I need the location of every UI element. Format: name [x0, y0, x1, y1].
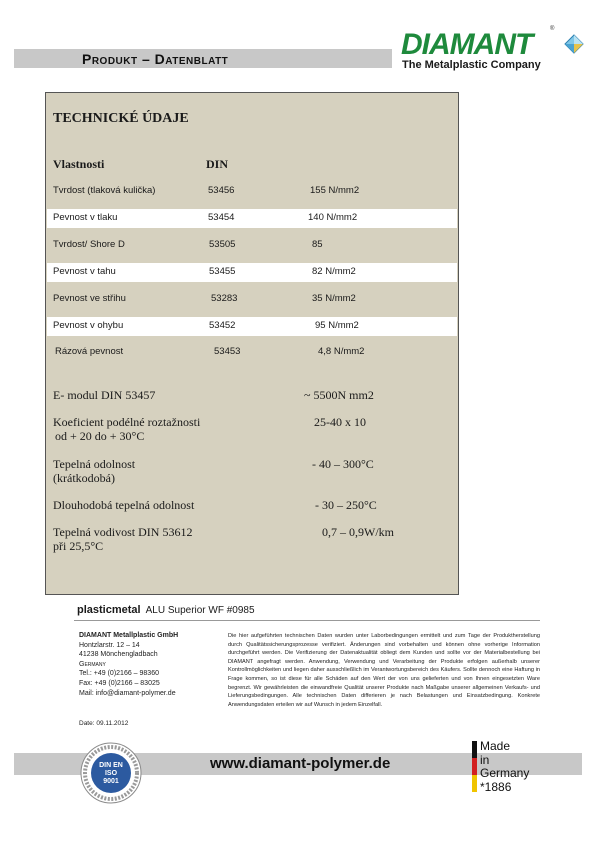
property-name: Pevnost v tlaku: [53, 212, 118, 223]
address-fax: Fax: +49 (0)2166 – 83025: [79, 679, 160, 687]
seal-text-iso: ISO: [104, 770, 118, 777]
property-value: 140 N/mm2: [308, 212, 358, 223]
din-number: 53452: [209, 320, 236, 331]
logo-tagline: The Metalplastic Company: [402, 59, 541, 71]
property-value: 82 N/mm2: [312, 266, 356, 277]
made-in-text: [480, 740, 529, 794]
table-row: [47, 290, 457, 309]
address-city: 41238 Mönchengladbach: [79, 651, 158, 659]
column-header-din: DIN: [206, 157, 229, 171]
din-number: 53505: [209, 239, 236, 250]
made-in-line: *1886: [480, 779, 512, 794]
trademark-mark: ®: [550, 26, 555, 32]
made-in-line: in: [480, 752, 490, 767]
property-name: E- modul DIN 53457: [53, 388, 156, 402]
property-name-detail: při 25,5°C: [53, 539, 104, 553]
property-value: 0,7 – 0,9W/km: [322, 525, 394, 539]
din-number: 53455: [209, 266, 236, 277]
company-name: DIAMANT Metallplastic GmbH: [79, 632, 179, 639]
divider: [74, 620, 540, 621]
diamant-logo: [400, 26, 585, 74]
table-row: [47, 263, 457, 282]
property-name: Dlouhodobá tepelná odolnost: [53, 498, 195, 512]
address-street: Hontzlarstr. 12 – 14: [79, 641, 140, 649]
page-title: Produkt – Datenblatt: [82, 51, 229, 67]
property-name: Pevnost ve střihu: [53, 293, 126, 304]
document-date: Date: 09.11.2012: [79, 720, 129, 727]
diamond-icon: [564, 34, 584, 54]
property-name: Tvrdost (tlaková kulička): [53, 185, 156, 196]
din-number: 53283: [211, 293, 238, 304]
table-row: [47, 236, 457, 255]
iso-certification-seal: [80, 742, 142, 804]
property-name-detail: (krátkodobá): [53, 471, 115, 485]
seal-text-number: 9001: [103, 778, 119, 785]
property-name: Tepelná odolnost: [53, 457, 136, 471]
property-name: Pevnost v ohybu: [53, 320, 124, 331]
property-value: 25-40 x 10: [314, 415, 366, 429]
property-value: 35 N/mm2: [312, 293, 356, 304]
made-in-line: Made: [480, 739, 511, 753]
property-name: Koeficient podélné roztažnosti: [53, 415, 201, 429]
table-row: [47, 343, 457, 362]
address-tel: Tel.: +49 (0)2166 – 98360: [79, 670, 159, 678]
property-value: 95 N/mm2: [315, 320, 359, 331]
product-name: ALU Superior WF #0985: [145, 605, 255, 616]
made-in-line: Germany: [480, 766, 530, 780]
logo-wordmark: DIAMANT: [401, 28, 533, 61]
din-number: 53456: [208, 185, 235, 196]
company-address: [79, 631, 178, 698]
column-header-property: Vlastnosti: [53, 157, 105, 171]
address-country: Germany: [79, 660, 106, 668]
german-flag-icon: [472, 741, 477, 792]
section-title: TECHNICKÉ ÚDAJE: [53, 111, 189, 126]
table-row: [47, 209, 457, 228]
property-value: 4,8 N/mm2: [318, 346, 365, 357]
property-name: Rázová pevnost: [55, 346, 124, 357]
property-name: Pevnost v tahu: [53, 266, 116, 277]
address-mail: Mail: info@diamant-polymer.de: [79, 689, 176, 697]
property-value: - 40 – 300°C: [312, 457, 374, 471]
website-url: www.diamant-polymer.de: [210, 755, 391, 772]
technical-data-panel: [45, 92, 459, 595]
property-value: 155 N/mm2: [310, 185, 360, 196]
product-line: [77, 604, 255, 616]
table-row: [47, 317, 457, 336]
made-in-germany-badge: [472, 741, 562, 795]
property-value: 85: [312, 239, 323, 250]
property-name: Tepelná vodivost DIN 53612: [53, 525, 193, 539]
property-name: Tvrdost/ Shore D: [53, 239, 125, 250]
seal-text-din: DIN EN: [99, 762, 123, 769]
property-value: - 30 – 250°C: [315, 498, 377, 512]
property-value: ~ 5500N mm2: [304, 388, 374, 402]
legal-disclaimer: Die hier aufgeführten technischen Daten wurden unter Laborbedingungen ermittelt und zum Tage der Produktherstellung durch Qualitätssicherungsprozesse verifiziert. Änderungen sind vorbehalten und können ohne vorherige Information durchgeführt werden. Die Verifizierung der Datenaktualität obliegt dem Kunden und sollte vor der Materialbestellung bei DIAMANT angefragt werden. Anwendung, Verwendung und Verarbeitung der Produkte erfolgen außerhalb unserer Kontrollmöglichkeiten und liegen daher ausschließlich im Verantwortungsbereich des Käufers. Sollte dennoch eine Haftung in Frage kommen, so ist diese für alle Schäden auf den Wert der von uns gelieferten und von Ihnen eingesetzten Ware begrenzt. Wir gewährleisten die einwandfreie Qualität unserer Produkte nach Maßgabe unserer allgemeinen Verkaufs- und Lieferungsbedingungen. Alle technischen Daten differieren je nach Belastungen und Einsatzbedingung. Konkrete Anwendungsdaten erteilen wir auf Wunsch in jedem Einzelfall.: [228, 633, 540, 708]
din-number: 53454: [208, 212, 235, 223]
din-number: 53453: [214, 346, 241, 357]
table-row: [47, 182, 457, 201]
property-name-detail: od + 20 do + 30°C: [55, 429, 145, 443]
product-brand: plasticmetal: [77, 604, 141, 616]
